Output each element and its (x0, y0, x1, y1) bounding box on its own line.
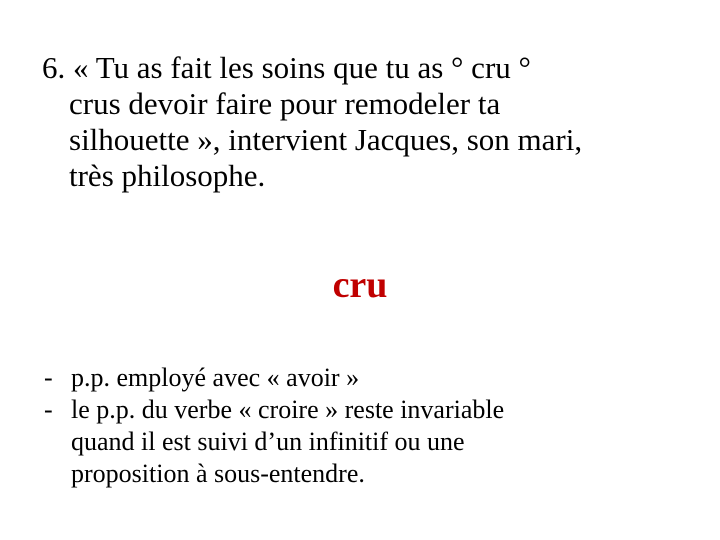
question-line: 6. « Tu as fait les soins que tu as ° cru ° (42, 50, 531, 85)
answer-word: cru (332, 264, 388, 306)
rule-item (44, 362, 704, 394)
rule-line: le p.p. du verbe « croire » reste invariable (71, 395, 505, 424)
rule-item (44, 394, 704, 490)
question-line: très philosophe. (69, 158, 266, 193)
answer-container (0, 263, 720, 307)
rule-line: quand il est suivi d’un infinitif ou une (71, 427, 465, 456)
rule-dash: - (44, 363, 53, 392)
question-line: crus devoir faire pour remodeler ta (69, 86, 501, 121)
question-text (42, 50, 682, 194)
rule-dash: - (44, 395, 53, 424)
question-line: silhouette », intervient Jacques, son mari, (69, 122, 583, 157)
rule-line: p.p. employé avec « avoir » (71, 363, 360, 392)
rules-list (44, 362, 704, 490)
rule-line: proposition à sous-entendre. (71, 459, 365, 488)
